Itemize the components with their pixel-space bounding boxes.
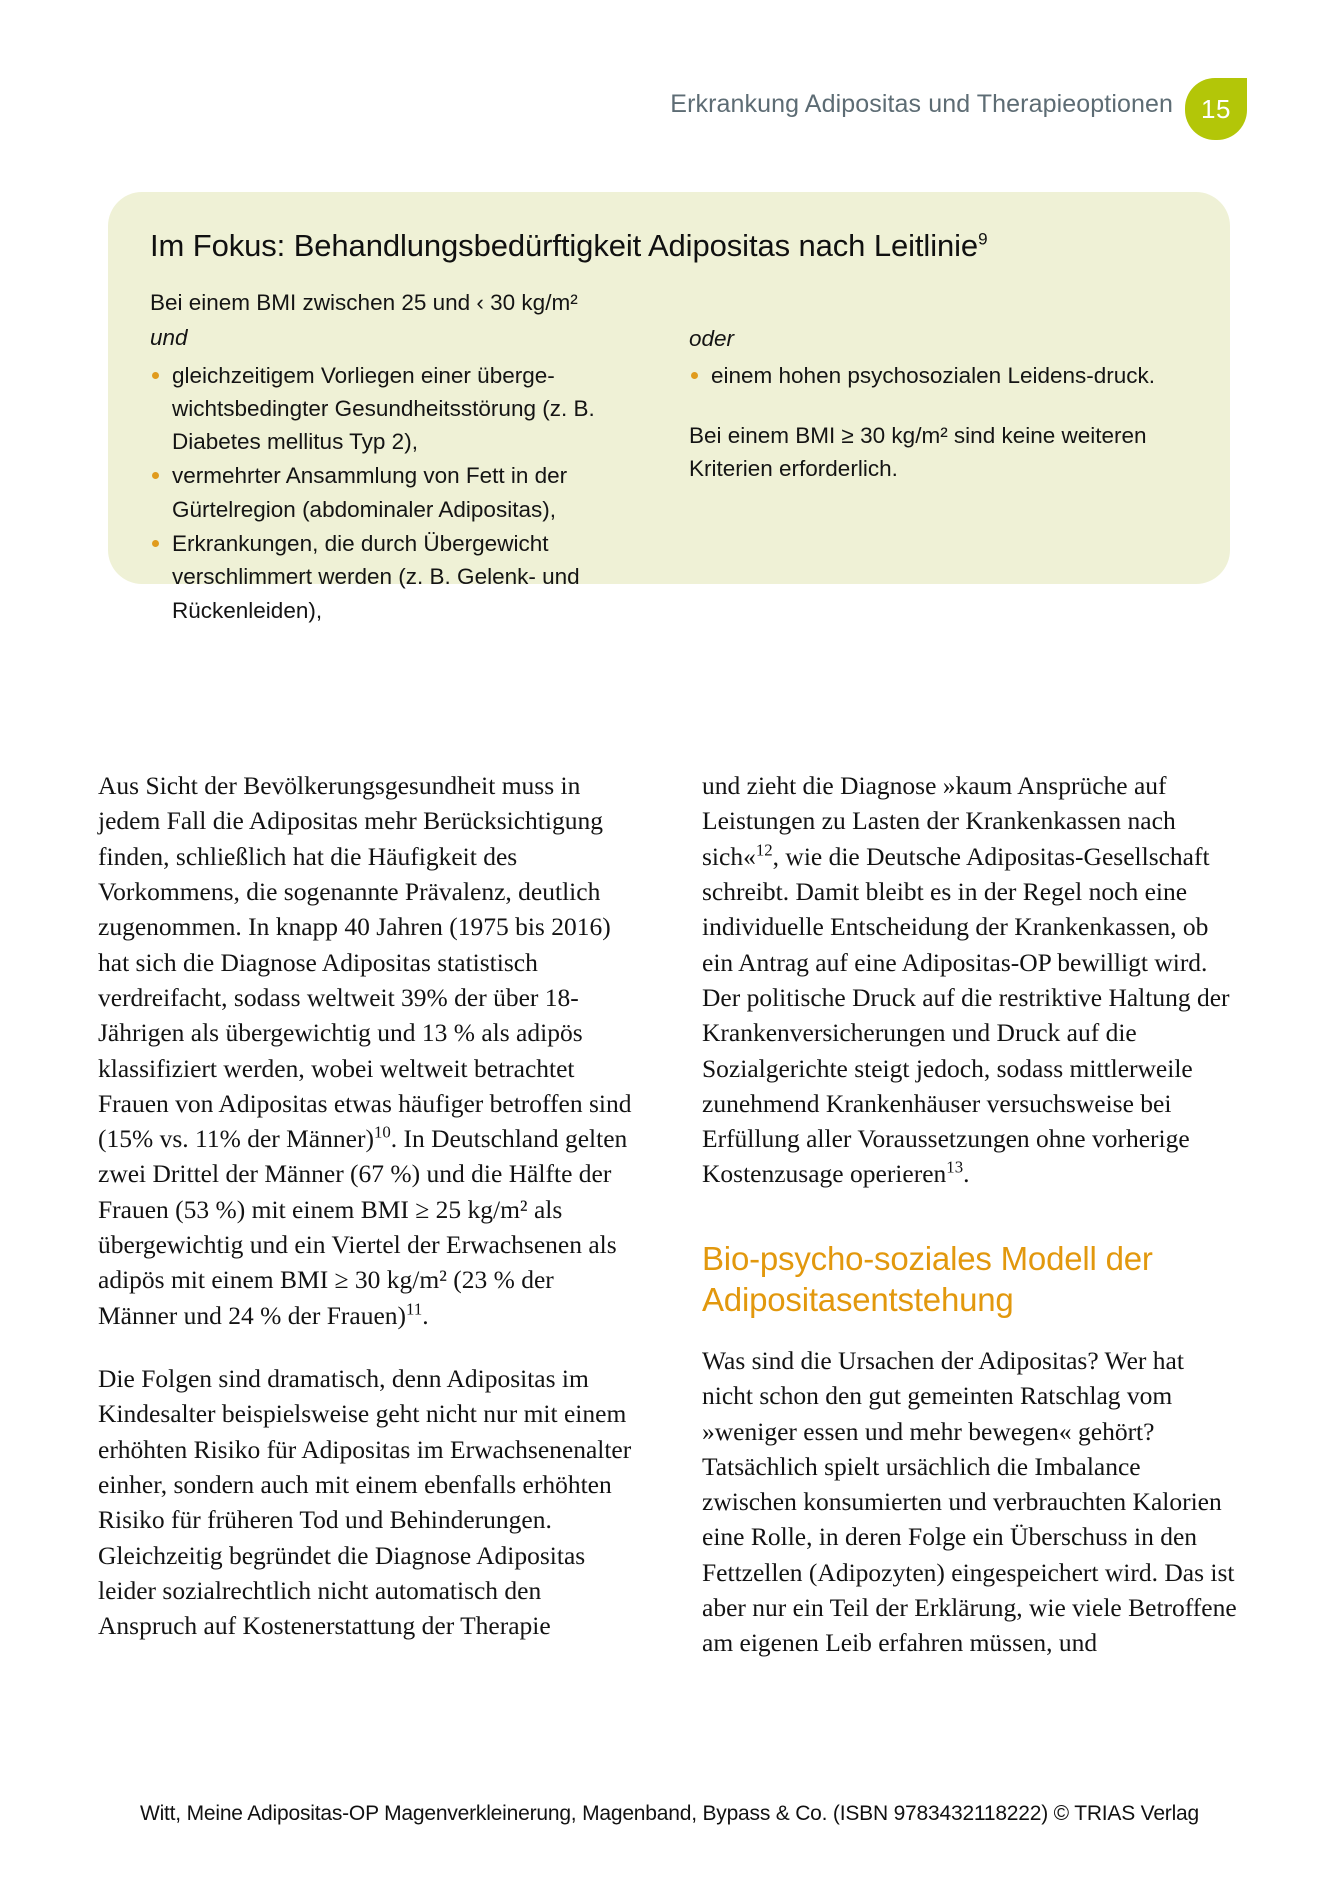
section-heading: Bio-psycho-soziales Modell der Adipositasentstehung [702,1239,1153,1319]
paragraph-text-end: . [963,1159,970,1189]
body-text-columns [98,768,1241,1661]
callout-title-footnote: 9 [978,229,988,249]
callout-lead-line: Bei einem BMI zwischen 25 und ‹ 30 kg/m² [150,290,578,315]
paragraph: Was sind die Ursachen der Adipositas? Wer hat nicht schon den gut gemeinten Ratschlag vom »weniger essen und mehr bewegen« gehört? Tatsächlich spielt ursächlich die Imbalance zwischen konsumierten und verbrauchten Kalorien eine Rolle, in deren Folge ein Überschuss in den Fettzellen (Adipozyten) eingespeichert wird. Das ist aber nur ein Teil der Erklärung, wie viele Betroffene am eigenen Leib erfahren müssen, und [702,1345,1237,1658]
list-item: Erkrankungen, die durch Übergewicht verschlimmert werden (z. B. Gelenk- und Rückenleiden), [150,527,649,627]
list-item: einem hohen psychosozialen Leidens-druck. [689,359,1188,392]
paragraph-text: Aus Sicht der Bevölkerungsgesundheit muss in jedem Fall die Adipositas mehr Berücksichtigung finden, schließlich hat die Häufigkeit des Vorkommens, die sogenannte Prävalenz, deutlich zugenommen. In knapp 40 Jahren (1975 bis 2016) hat sich die Diagnose Adipositas statistisch verdreifacht, sodass weltweit 39% der über 18-Jährigen als übergewichtig und 13 % als adipös klassifiziert werden, wobei weltweit betrachtet Frauen von Adipositas etwas häufiger betroffen sind (15% vs. 11% der Männer) [98,771,632,1154]
paragraph-text-cont: . In Deutschland gelten zwei Drittel der Männer (67 %) und die Hälfte der Frauen (53 %) mit einem BMI ≥ 25 kg/m² als übergewichtig und ein Viertel der Erwachsenen als adipös mit einem BMI ≥ 30 kg/m² (23 % der Männer und 24 % der Frauen) [98,1124,628,1330]
callout-title [150,228,1188,264]
paragraph: Die Folgen sind dramatisch, denn Adipositas im Kindesalter beispielsweise geht nicht nur mit einem erhöhten Risiko für Adipositas im Erwachsenenalter einher, sondern auch mit einem ebenfalls erhöhten Risiko für früheren Tod und Behinderungen. Gleichzeitig begründet die Diagnose Adipositas leider sozialrechtlich nicht automatisch den Anspruch auf Kostenerstattung der Therapie [98,1364,632,1641]
callout-left-bullet-list [150,359,649,627]
callout-right-bullet-list [689,359,1188,392]
footnote-ref: 13 [946,1157,964,1177]
footnote-ref: 12 [755,840,773,860]
paragraph-text-cont: , wie die Deutsche Adipositas-Gesellschaft schreibt. Damit bleibt es in der Regel noch eine individuelle Entscheidung der Krankenkassen, ob ein Antrag auf eine Adipositas-OP bewilligt wird. Der politische Druck auf die restriktive Haltung der Krankenversicherungen und Druck auf die Sozialgerichte steigt jedoch, sodass mittlerweile zunehmend Krankenhäuser versuchsweise bei Erfüllung aller Voraussetzungen ohne vorherige Kostenzusage operieren [702,841,1230,1189]
page-footer: Witt, Meine Adipositas-OP Magenverkleinerung, Magenband, Bypass & Co. (ISBN 9783432118222) © TRIAS Verlag [139,1802,1200,1825]
paragraph-text-end: . [422,1300,429,1330]
page-number-badge: 15 [1185,78,1247,140]
body-column-right [702,768,1240,1661]
paragraph [702,768,1240,1192]
paragraph [98,768,636,1333]
callout-right-note: Bei einem BMI ≥ 30 kg/m² sind keine weiteren Kriterien erforderlich. [689,422,1147,481]
list-item: gleichzeitigem Vorliegen einer überge-wichtsbedingter Gesundheitsstörung (z. B. Diabetes mellitus Typ 2), [150,359,649,459]
footnote-ref: 11 [406,1299,423,1319]
callout-conjunction-und: und [150,325,188,351]
callout-columns [150,286,1188,628]
paragraph-text: und zieht die Diagnose »kaum Ansprüche auf Leistungen zu Lasten der Krankenkassen nach sich« [702,771,1176,871]
callout-title-text: Im Fokus: Behandlungsbedürftigkeit Adipositas nach Leitlinie [150,228,979,263]
callout-column-left [150,286,649,628]
callout-column-right [689,286,1188,628]
footnote-ref: 10 [373,1122,391,1142]
list-item: vermehrter Ansammlung von Fett in der Gürtelregion (abdominaler Adipositas), [150,459,649,526]
page-header [0,78,1339,140]
header-title: Erkrankung Adipositas und Therapieoptionen [670,90,1173,118]
im-fokus-callout-box [108,192,1230,623]
body-column-left [98,768,636,1661]
callout-conjunction-oder: oder [689,326,735,351]
